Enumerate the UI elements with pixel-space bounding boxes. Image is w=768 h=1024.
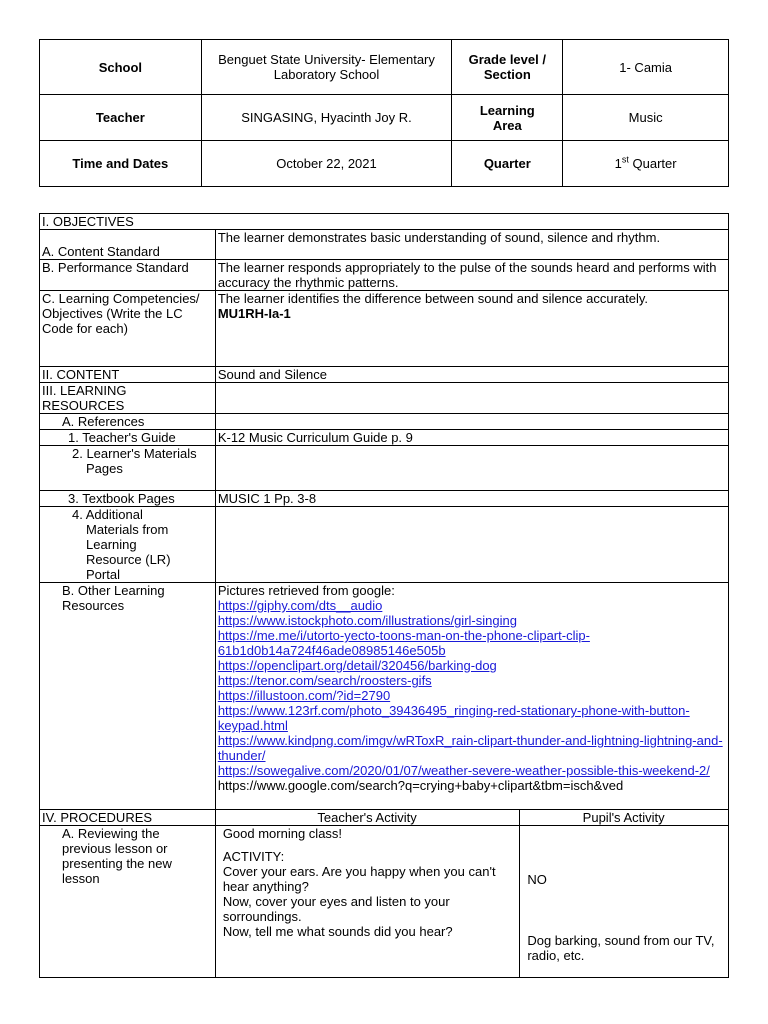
content-label: II. CONTENT [40, 367, 216, 383]
resource-link[interactable]: https://www.kindpng.com/imgv/wRToxR_rain-clipart-thunder-and-lightning-lightning-and-thunder/ [217, 733, 723, 763]
pupil-activity-cell [520, 826, 729, 978]
area-value: Music [563, 95, 729, 141]
lc-code: MU1RH-Ia-1 [217, 306, 291, 321]
teacher-greeting: Good morning class! [222, 826, 343, 841]
other-resources-label: B. Other Learning Resources [40, 583, 216, 810]
grade-value: 1- Camia [563, 40, 729, 95]
resource-link[interactable]: https://sowegalive.com/2020/01/07/weather-severe-weather-possible-this-weekend-2/ [217, 763, 710, 778]
procedures-label: IV. PROCEDURES [40, 810, 216, 826]
teacher-value: SINGASING, Hyacinth Joy R. [201, 95, 452, 141]
teacher-question-1: Cover your ears. Are you happy when you can't hear anything? [222, 864, 496, 894]
quarter-label: Quarter [452, 141, 563, 187]
competencies-label: C. Learning Competencies/ Objectives (Write the LC Code for each) [40, 291, 216, 367]
school-label: School [40, 40, 202, 95]
grade-label: Grade level / Section [452, 40, 563, 95]
time-label: Time and Dates [40, 141, 202, 187]
google-search-url: https://www.google.com/search?q=crying+baby+clipart&tbm=isch&ved [217, 778, 624, 793]
resources-label: III. LEARNING RESOURCES [40, 383, 216, 414]
teacher-question-3: Now, tell me what sounds did you hear? [222, 924, 453, 939]
teachers-guide-text: K-12 Music Curriculum Guide p. 9 [215, 430, 728, 446]
other-resources-cell [215, 583, 728, 810]
lesson-header-table [39, 39, 729, 187]
content-text: Sound and Silence [215, 367, 728, 383]
resource-link[interactable]: https://www.123rf.com/photo_39436495_ringing-red-stationary-phone-with-button-keypad.html [217, 703, 690, 733]
pictures-intro: Pictures retrieved from google: [217, 583, 395, 598]
teacher-question-2: Now, cover your eyes and listen to your sorroundings. [222, 894, 450, 924]
content-standard-label: A. Content Standard [40, 230, 216, 260]
resource-link[interactable]: https://openclipart.org/detail/320456/barking-dog [217, 658, 497, 673]
resource-link[interactable]: https://tenor.com/search/roosters-gifs [217, 673, 432, 688]
content-standard-text: The learner demonstrates basic understanding of sound, silence and rhythm. [215, 230, 728, 260]
teacher-activity-cell [215, 826, 520, 978]
textbook-text: MUSIC 1 Pp. 3-8 [215, 491, 728, 507]
performance-standard-text: The learner responds appropriately to the pulse of the sounds heard and performs with accuracy the rhythmic patterns. [215, 260, 728, 291]
resource-link[interactable]: https://www.istockphoto.com/illustrations/girl-singing [217, 613, 517, 628]
performance-standard-label: B. Performance Standard [40, 260, 216, 291]
review-label: A. Reviewing the previous lesson or presenting the new lesson [40, 826, 216, 978]
teacher-activity-header: Teacher's Activity [215, 810, 520, 826]
objectives-heading: I. OBJECTIVES [40, 214, 729, 230]
additional-materials-label: 4. Additional Materials from Learning Resource (LR) Portal [40, 507, 216, 583]
resource-link[interactable]: https://me.me/i/utorto-yecto-toons-man-on-the-phone-clipart-clip-61b1d0b14a724f46ade08985146e505b [217, 628, 590, 658]
time-value: October 22, 2021 [201, 141, 452, 187]
lesson-plan-table [39, 213, 729, 978]
resource-link[interactable]: https://giphy.com/dts__audio [217, 598, 383, 613]
pupil-answer-2: Dog barking, sound from our TV, radio, etc. [527, 933, 715, 963]
references-label: A. References [40, 414, 216, 430]
activity-heading: ACTIVITY: [222, 849, 285, 864]
textbook-label: 3. Textbook Pages [40, 491, 216, 507]
teacher-label: Teacher [40, 95, 202, 141]
quarter-value: 1st Quarter [563, 141, 729, 187]
competencies-cell [215, 291, 728, 367]
competencies-text: The learner identifies the difference between sound and silence accurately. [217, 291, 649, 306]
school-value: Benguet State University- Elementary Laboratory School [201, 40, 452, 95]
teachers-guide-label: 1. Teacher's Guide [40, 430, 216, 446]
learners-materials-label: 2. Learner's Materials Pages [40, 446, 216, 491]
pupil-activity-header: Pupil's Activity [520, 810, 729, 826]
resource-link[interactable]: https://illustoon.com/?id=2790 [217, 688, 391, 703]
area-label: Learning Area [452, 95, 563, 141]
pupil-answer-1: NO [527, 872, 547, 887]
